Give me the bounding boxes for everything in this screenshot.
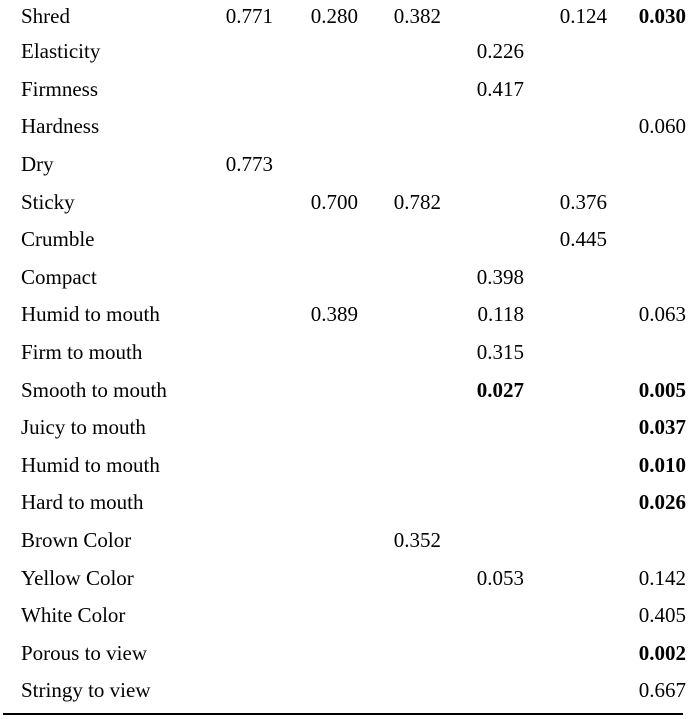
table-cell: 0.026 (638, 490, 686, 515)
table-cell: 0.376 (559, 189, 607, 214)
table-cell: 0.405 (638, 603, 686, 628)
table-row (3, 522, 686, 560)
table-cell: 0.315 (476, 340, 524, 365)
table-cell (358, 409, 441, 447)
table-bottom-rule (3, 713, 683, 715)
table-cell: 0.445 (559, 227, 607, 252)
table-row (3, 221, 686, 259)
table-cell (607, 221, 686, 259)
table-row (3, 0, 686, 33)
table-cell (524, 484, 607, 522)
table-cell: 0.142 (638, 565, 686, 590)
table-row (3, 296, 686, 334)
row-label: Stringy to view (21, 678, 151, 703)
row-label: Shred (21, 4, 70, 28)
table-cell (204, 221, 273, 259)
table-row (3, 334, 686, 372)
table-cell (204, 371, 273, 409)
table-cell: 0.053 (476, 565, 524, 590)
table-cell (273, 635, 358, 673)
table-cell (607, 71, 686, 109)
table-cell (524, 146, 607, 184)
table-cell (607, 334, 686, 372)
table-cell (441, 146, 524, 184)
table-cell (441, 0, 524, 33)
table-cell (273, 371, 358, 409)
table-cell: 0.030 (638, 4, 686, 28)
table-cell: 0.773 (225, 152, 273, 177)
table-row (3, 259, 686, 297)
table-cell (524, 447, 607, 485)
table-cell (204, 71, 273, 109)
table-row (3, 33, 686, 71)
table-cell: 0.667 (638, 678, 686, 703)
table-row (3, 371, 686, 409)
table-cell (204, 183, 273, 221)
row-label: Yellow Color (21, 565, 134, 590)
table-cell (273, 108, 358, 146)
table-cell: 0.352 (393, 528, 441, 553)
table-cell (273, 71, 358, 109)
table-cell (441, 522, 524, 560)
table-cell: 0.027 (476, 377, 524, 402)
table-cell: 0.398 (476, 264, 524, 289)
row-label: Humid to mouth (21, 452, 160, 477)
table-cell (607, 522, 686, 560)
table-cell (358, 296, 441, 334)
table-cell (441, 597, 524, 635)
table-cell (441, 409, 524, 447)
table-cell: 0.063 (638, 302, 686, 327)
table-cell (524, 635, 607, 673)
table-cell (204, 484, 273, 522)
row-label: Hardness (21, 114, 100, 139)
table-row (3, 409, 686, 447)
table-cell (273, 409, 358, 447)
table-cell (273, 484, 358, 522)
table-cell (524, 672, 607, 710)
table-cell (204, 522, 273, 560)
row-label: Sticky (21, 189, 75, 214)
table-row (3, 559, 686, 597)
table-cell (273, 597, 358, 635)
row-label: Elasticity (21, 39, 101, 64)
row-label: Firmness (21, 76, 99, 101)
table-row (3, 146, 686, 184)
table-cell: 0.037 (638, 415, 686, 440)
table-cell (524, 33, 607, 71)
row-label: Hard to mouth (21, 490, 144, 515)
table-cell (358, 33, 441, 71)
table-cell (273, 522, 358, 560)
table-cell (358, 597, 441, 635)
table-cell (441, 484, 524, 522)
table-cell (273, 447, 358, 485)
row-label: White Color (21, 603, 126, 628)
table-cell (358, 559, 441, 597)
table-row (3, 635, 686, 673)
table-cell (273, 33, 358, 71)
table-cell (441, 635, 524, 673)
table-cell: 0.280 (310, 4, 358, 28)
table-cell: 0.060 (638, 114, 686, 139)
table-cell: 0.771 (225, 4, 273, 28)
table-cell (204, 33, 273, 71)
row-label: Brown Color (21, 528, 132, 553)
row-label: Dry (21, 152, 54, 177)
row-label: Juicy to mouth (21, 415, 146, 440)
table-cell (358, 484, 441, 522)
table-cell: 0.010 (638, 452, 686, 477)
table-cell (358, 259, 441, 297)
table-cell (441, 108, 524, 146)
row-label: Porous to view (21, 640, 147, 665)
table-cell (358, 635, 441, 673)
table-cell (273, 146, 358, 184)
table-cell (524, 71, 607, 109)
table-cell (441, 672, 524, 710)
table-cell (441, 221, 524, 259)
table-cell (204, 635, 273, 673)
table-cell: 0.389 (310, 302, 358, 327)
table-cell: 0.782 (393, 189, 441, 214)
table-cell (204, 108, 273, 146)
table-cell (273, 559, 358, 597)
table-cell: 0.700 (310, 189, 358, 214)
table-cell (273, 221, 358, 259)
table-cell (524, 108, 607, 146)
table-cell (358, 447, 441, 485)
table-cell (273, 672, 358, 710)
table-cell: 0.118 (477, 302, 524, 327)
table-cell (607, 183, 686, 221)
table-cell (273, 259, 358, 297)
table-cell (441, 447, 524, 485)
table-cell: 0.226 (476, 39, 524, 64)
table-cell (204, 597, 273, 635)
table-cell (524, 409, 607, 447)
table-body (3, 0, 686, 710)
table-cell (524, 334, 607, 372)
table-cell: 0.382 (393, 4, 441, 28)
table-cell (441, 183, 524, 221)
table-cell: 0.005 (638, 377, 686, 402)
table-cell (204, 409, 273, 447)
table-cell (607, 33, 686, 71)
table-cell (358, 672, 441, 710)
table-cell (204, 334, 273, 372)
table-cell (358, 371, 441, 409)
table-cell (524, 296, 607, 334)
table-cell (524, 597, 607, 635)
table-cell (204, 447, 273, 485)
table-cell (204, 672, 273, 710)
table-cell (524, 371, 607, 409)
table-cell (204, 296, 273, 334)
table-cell (607, 259, 686, 297)
table-row (3, 484, 686, 522)
table-cell: 0.124 (559, 4, 607, 28)
row-label: Crumble (21, 227, 95, 252)
table-cell (524, 559, 607, 597)
row-label: Smooth to mouth (21, 377, 167, 402)
table-row (3, 672, 686, 710)
table-row (3, 183, 686, 221)
correlation-table (3, 0, 686, 710)
table-cell (358, 146, 441, 184)
table-cell (358, 108, 441, 146)
row-label: Compact (21, 264, 97, 289)
table-row (3, 447, 686, 485)
table-cell: 0.417 (476, 76, 524, 101)
table-cell (204, 559, 273, 597)
table-cell (358, 71, 441, 109)
table-cell: 0.002 (638, 640, 686, 665)
table-row (3, 597, 686, 635)
table-cell (358, 334, 441, 372)
table-cell (358, 221, 441, 259)
table-cell (524, 259, 607, 297)
table-cell (524, 522, 607, 560)
table-row (3, 71, 686, 109)
row-label: Humid to mouth (21, 302, 160, 327)
table-cell (273, 334, 358, 372)
table-cell (607, 146, 686, 184)
row-label: Firm to mouth (21, 340, 143, 365)
table-row (3, 108, 686, 146)
table-cell (204, 259, 273, 297)
